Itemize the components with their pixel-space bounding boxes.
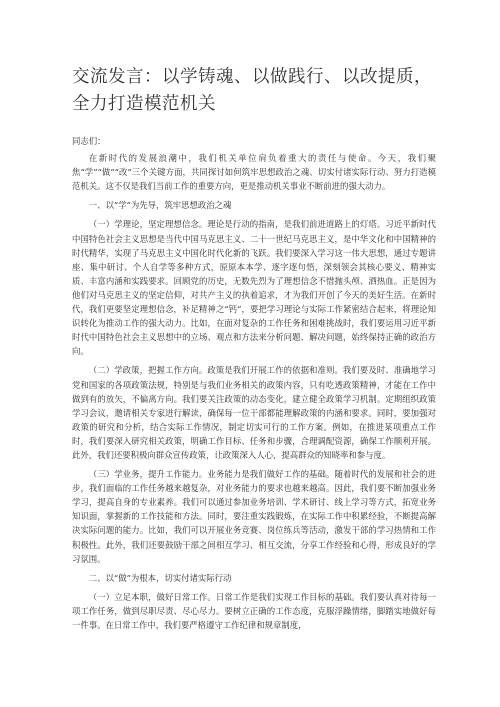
intro-paragraph: 在新时代的发展浪潮中，我们机关单位肩负着重大的责任与使命。今天，我们聚焦“学”“做”“改”三个关键方面，共同探讨如何筑牢思想政治之魂、切实付诸实际行动、努力打造模范机关。这不仅是我们当前工作的重要方向，更是推动机关事业不断前进的强大动力。 xyxy=(72,153,436,192)
section-1-paragraph-2: （二）学政策，把握工作方向。政策是我们开展工作的依据和准则。我们要及时、准确地学习党和国家的各项政策法规，特别是与我们业务相关的政策内容，只有吃透政策精神，才能在工作中做到有的放矢，不偏离方向。我们要关注政策的动态变化，建立健全政策学习机制。定期组织政策学习会议，邀请相关专家进行解读，确保每一位干部都能理解政策的内涵和要求。同时，要加强对政策的研究和分析，结合实际工作情况，制定切实可行的工作方案。例如，在推进某项重点工作时，我们要深入研究相关政策，明确工作目标、任务和步骤，合理调配资源，确保工作顺利开展。此外，我们还要积极向群众宣传政策，让政策深入人心，提高群众的知晓率和参与度。 xyxy=(72,365,436,460)
section-heading-2: 二、以“做”为根本，切实付诸实际行动 xyxy=(88,572,232,583)
section-2-paragraph-1: （一）立足本职，做好日常工作。日常工作是我们实现工作目标的基础。我们要认真对待每一项工作任务，做到尽职尽责、尽心尽力。要树立正确的工作态度，克服浮躁情绪，脚踏实地做好每一件事。在日常工作中，我们要严格遵守工作纪律和规章制度， xyxy=(72,591,436,630)
section-1-paragraph-3: （三）学业务，提升工作能力。业务能力是我们做好工作的基础。随着时代的发展和社会的进步，我们面临的工作任务越来越复杂，对业务能力的要求也越来越高。因此，我们要不断加强业务学习，提高自身的专业素养。我们可以通过参加业务培训、学术研讨、线上学习等方式，拓宽业务知识面，掌握新的工作技能和方法。同时，要注重实践锻炼，在实际工作中积累经验，不断提高解决实际问题的能力。比如，我们可以开展业务竞赛、岗位练兵等活动，激发干部的学习热情和工作积极性。此外，我们还要鼓励干部之间相互学习、相互交流，分享工作经验和心得，形成良好的学习氛围。 xyxy=(72,469,436,564)
section-heading-1: 一、以“学”为先导，筑牢思想政治之魂 xyxy=(88,200,232,211)
section-1-paragraph-1: （一）学理论，坚定理想信念。理论是行动的指南，是我们前进道路上的灯塔。习近平新时代中国特色社会主义思想是当代中国马克思主义、二十一世纪马克思主义，是中华文化和中国精神的时代精华，实现了马克思主义中国化时代化新的飞跃。我们要深入学习这一伟大思想，通过专题讲座、集中研讨、个人自学等多种方式，原原本本学、逐字逐句悟，深刻领会其核心要义、精神实质、丰富内涵和实践要求。回顾党的历史，无数先烈为了理想信念不惜抛头颅、洒热血。正是因为他们对马克思主义的坚定信仰，对共产主义的执着追求，才为我们开创了今天的美好生活。在新时代，我们更要坚定理想信念，补足精神之“钙”，要把学习理论与实际工作紧密结合起来，将理论知识转化为推动工作的强大动力。比如，在面对复杂的工作任务和困难挑战时，我们要运用习近平新时代中国特色社会主义思想中的立场、观点和方法来分析问题、解决问题，始终保持正确的政治方向。 xyxy=(72,219,436,357)
document-body xyxy=(72,134,436,632)
document-title: 交流发言：以学铸魂、以做践行、以改提质，全力打造模范机关 xyxy=(72,67,432,114)
salutation: 同志们： xyxy=(72,136,106,146)
